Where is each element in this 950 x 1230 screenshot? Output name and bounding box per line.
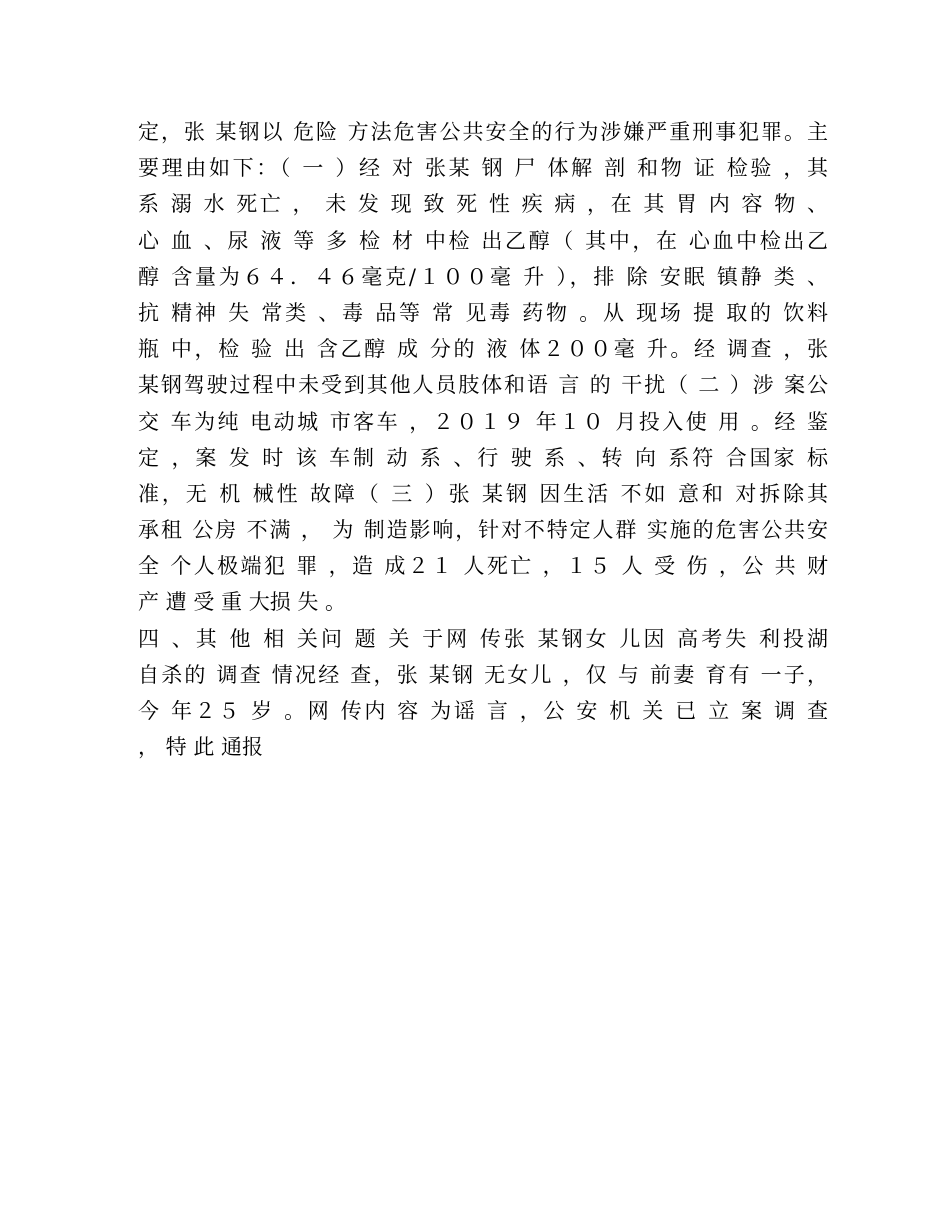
body-text — [138, 114, 828, 765]
text-line: 今 年２５ 岁 。网 传内 容 为谣 言 ，公 安 机 关 已 立 案 调 查 — [138, 699, 828, 723]
text-line: 要理由如下：（ 一 ）经 对 张某 钢 尸 体解 剖 和物 证 检验 ，其 — [138, 156, 828, 181]
text-line: 系 溺 水 死亡 ， 未 发 现 致 死 性 疾 病 ，在 其 胃 内 容 物 、 — [138, 192, 828, 217]
text-line: 定 ，案 发 时 该 车制 动 系 、行 驶 系 、转 向 系符 合国家 标 — [138, 445, 828, 470]
text-line: 准，无 机 械性 故障（ 三 ）张 某钢 因生活 不如 意和 对拆除其 — [138, 481, 828, 506]
text-line: 承租 公房 不满 ， 为 制造影响，针对不特定人群 实施的危害公共安 — [138, 518, 828, 543]
text-line: 全 个人极端犯 罪 ，造 成２１ 人死亡 ，１５ 人 受 伤 ，公 共 财 — [138, 554, 828, 579]
text-line: ， 特 此 通报 — [138, 735, 264, 760]
text-line: 抗 精神 失 常类 、毒 品等 常 见毒 药物 。从 现场 提 取的 饮料 — [138, 300, 828, 325]
text-line: 自杀的 调查 情况经 查，张 某钢 无女儿 ，仅 与 前妻 育有 一子， — [138, 662, 828, 687]
text-line: 定，张 某钢以 危险 方法危害公共安全的行为涉嫌严重刑事犯罪。主 — [138, 120, 828, 144]
text-line: 心 血 、尿 液 等 多 检 材 中检 出乙醇（ 其中，在 心血中检出乙 — [138, 228, 828, 253]
text-line: 交 车为纯 电动城 市客车 ，２０１９ 年１０ 月投入使 用 。经 鉴 — [138, 409, 828, 434]
text-line: 醇 含量为６４．４６毫克/１００毫 升 ），排 除 安眠 镇静 类 、 — [138, 264, 828, 289]
text-line: 某钢驾驶过程中未受到其他人员肢体和语 言 的 干扰（ 二 ）涉 案公 — [138, 373, 828, 398]
text-line: 四 、其 他 相 关问 题 关 于网 传张 某钢女 儿因 高考失 利投湖 — [138, 626, 828, 651]
text-line: 产 遭 受 重 大损 失 。 — [138, 590, 347, 615]
text-line: 瓶 中，检 验 出 含乙醇 成 分的 液 体２００毫 升。经 调查 ，张 — [138, 337, 828, 362]
